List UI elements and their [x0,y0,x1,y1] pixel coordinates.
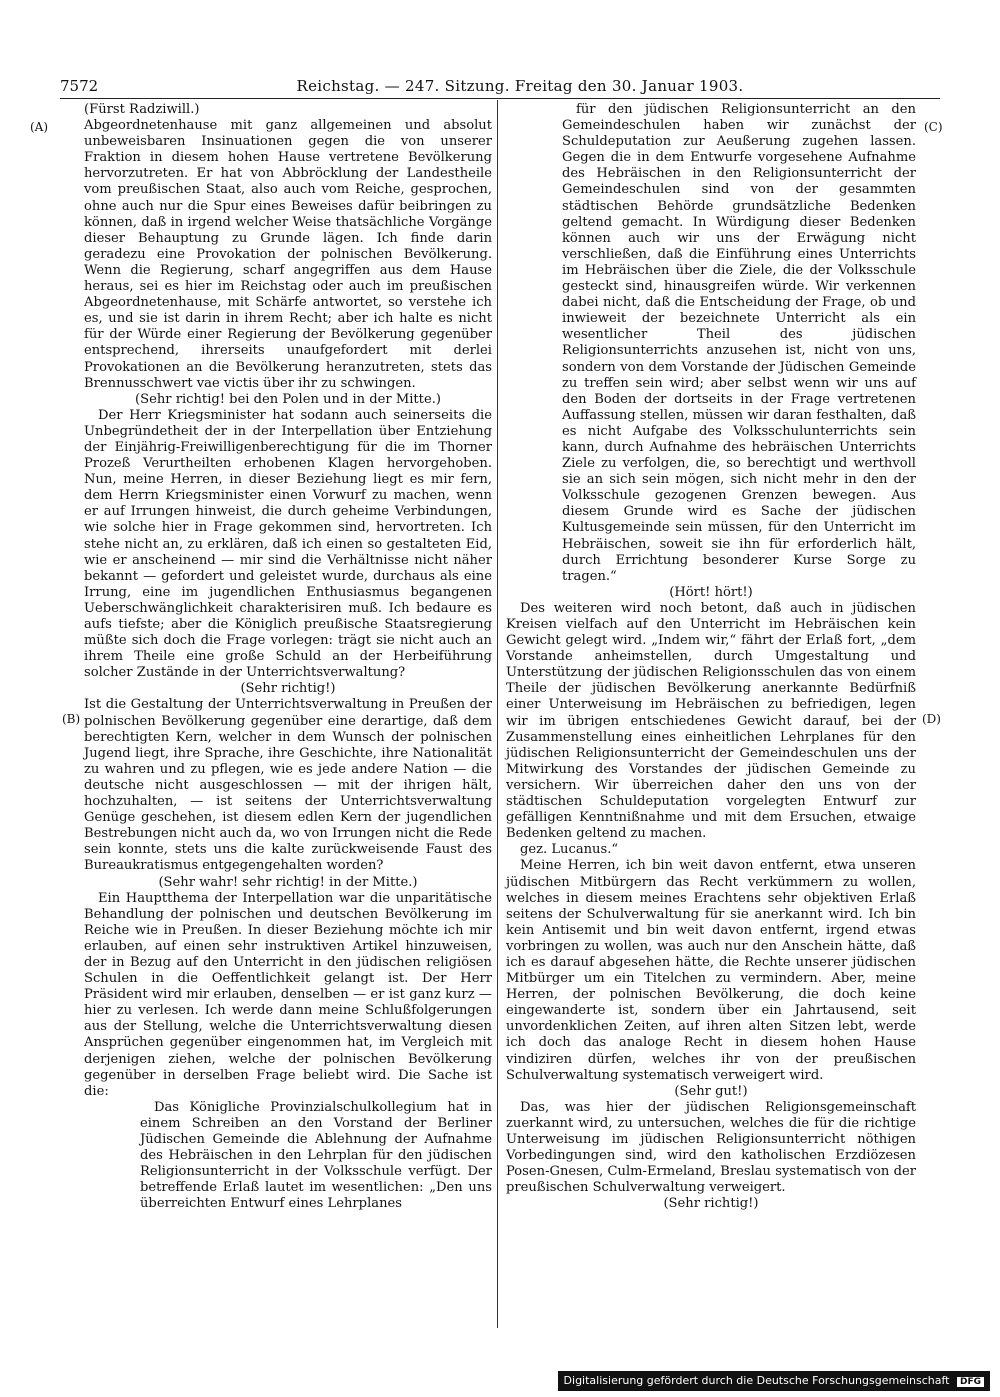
paragraph: Abgeordnetenhause mit ganz allgemeinen und absolut unbeweisbaren Insinuationen gegen die von unserer Fraktion in diesem hohen Hause vertretene Bevölkerung hervorzutreten. Er hat von Abbröcklung der Landestheile vom preußischen Staat, also auch vom Reiche, gesprochen, ohne auch nur die Spur eines Beweises dafür beibringen zu können, daß in irgend welcher Weise thatsächliche Vorgänge dieser Behauptung zu Grunde lägen. Ich finde darin geradezu eine Provokation der polnischen Bevölkerung. Wenn die Regierung, scharf angegriffen aus dem Hause heraus, sei es hier im Reichstag oder auch im preußischen Abgeordnetenhause, mit Schärfe antwortet, so verstehe ich es, und sie ist darin in ihrem Recht; aber ich halte es nicht für der Würde einer Regierung der Bevölkerung gegenüber entsprechend, ihrerseits unaufgefordert mit derlei Provokationen an die Bevölkerung heranzutreten, stets das Brennusschwert vae victis über ihr zu schwingen. [84,118,492,391]
interjection: (Sehr richtig! bei den Polen und in der Mitte.) [135,391,441,407]
paragraph: Ein Hauptthema der Interpellation war die unparitätische Behandlung der polnischen und deutschen Bevölkerung im Reiche wie in Preußen. In dieser Beziehung möchte ich mir erlauben, auf einen sehr instruktiven Artikel hinzuweisen, der in Bezug auf den Unterricht in den jüdischen religiösen Schulen in die Oeffentlichkeit gelangt ist. Der Herr Präsident wird mir erlauben, denselben — er ist ganz kurz — hier zu verlesen. Ich werde dann meine Schlußfolgerungen aus der Stellung, welche die Unterrichtsverwaltung diesen Ansprüchen gegenüber eingenommen hat, im Vergleich mit derjenigen ziehen, welche der polnischen Bevölkerung gegenüber in derselben Frage beliebt wird. Die Sache ist die: [84,890,492,1099]
interjection: (Sehr richtig!) [240,681,336,697]
column-divider [497,100,498,1328]
margin-letter-d: (D) [922,712,941,726]
speaker-name: (Fürst Radziwill.) [84,102,200,117]
paragraph: Des weiteren wird noch betont, daß auch in jüdischen Kreisen vielfach auf den Unterricht im Hebräischen kein Gewicht gelegt wird. „Indem wir,“ fährt der Erlaß fort, „dem Vorstande anheimstellen, durch Umgestaltung und Unterstützung der jüdischen Religionsschulen das von einem Theile der jüdischen Bevölkerung anerkannte Bedürfniß einer Unterweisung im Hebräischen zu befriedigen, legen wir im übrigen entschiedenes Gewicht darauf, bei der Zusammenstellung eines einheitlichen Lehrplanes für den jüdischen Religionsunterricht der Gemeindeschulen uns der Mitwirkung des Vorstandes der jüdischen Gemeinde zu versichern. Wir überreichen daher den uns von der städtischen Schuldeputation vorgelegten Entwurf zur gefälligen Kenntnißnahme und mit dem Ersuchen, etwaige Bedenken geltend zu machen. [506,600,916,842]
margin-letter-c: (C) [924,120,943,134]
footer-text: Digitalisierung gefördert durch die Deutsche Forschungsgemeinschaft [563,1374,950,1387]
interjection: (Sehr richtig!) [663,1196,759,1212]
paragraph: Meine Herren, ich bin weit davon entfernt, etwa unseren jüdischen Mitbürgern das Recht verkümmern zu wollen, welches in diesem meines Erachtens sehr objektiven Erlaß seitens der Schulverwaltung für sie anerkannt wird. Ich bin kein Antisemit und bin weit davon entfernt, irgend etwas vorbringen zu wollen, was auch nur den Anschein hätte, daß ich es darauf abgesehen hätte, die Rechte unserer jüdischen Mitbürger um ein Titelchen zu vermindern. Aber, meine Herren, der polnischen Bevölkerung, die doch keine eingewanderte ist, sondern über ein Jahrtausend, seit unvordenklichen Zeiten, auf ihren alten Sitzen lebt, werde ich doch das analoge Recht in diesem hohen Hause vindiziren dürfen, welches ihr von der preußischen Schulverwaltung systematisch verweigert wird. [506,858,916,1083]
left-column [84,102,492,1212]
signature-line: gez. Lucanus.“ [520,842,619,858]
margin-letter-a: (A) [30,120,49,134]
dfg-logo-icon: DFG [957,1377,984,1387]
interjection: (Sehr wahr! sehr richtig! in der Mitte.) [158,874,418,890]
quoted-decree [140,1100,492,1213]
quoted-decree-continued [562,102,916,585]
header-rule [60,98,940,99]
quote-paragraph: Das Königliche Provinzialschulkollegium hat in einem Schreiben an den Vorstand der Berliner Jüdischen Gemeinde die Ablehnung der Aufnahme des Hebräischen in den Lehrplan für den jüdischen Religionsunterricht in der Volksschule verfügt. Der betreffende Erlaß lautet im wesentlichen: „Den uns überreichten Entwurf eines Lehrplanes [140,1099,492,1212]
right-column [506,102,916,1212]
margin-letter-b: (B) [62,712,81,726]
interjection: (Sehr gut!) [674,1083,748,1099]
funding-footer [558,1371,990,1391]
paragraph: Das, was hier der jüdischen Religionsgemeinschaft zuerkannt wird, zu untersuchen, welches die für die richtige Unterweisung im jüdischen Religionsunterricht nöthigen Vorbedingungen sind, wird den katholischen Erzdiözesen Posen-Gnesen, Culm-Ermeland, Breslau systematisch von der preußischen Schulverwaltung verweigert. [506,1099,916,1196]
interjection: (Hört! hört!) [669,584,753,600]
paragraph: Ist die Gestaltung der Unterrichtsverwaltung in Preußen der polnischen Bevölkerung gegenüber eine derartige, daß dem berechtigten Kern, welcher in dem Wunsch der polnischen Jugend liegt, ihre Sprache, ihre Geschichte, ihre Nationalität zu wahren und zu pflegen, wie es jede andere Nation — die deutsche nicht ausgeschlossen — mit der ihrigen hält, hochzuhalten, — ist seitens der Unterrichtsverwaltung Genüge geschehen, ist diesem edlen Kern der jugendlichen Bestrebungen nicht auch da, wo von Irrungen nicht die Rede sein konnte, stets uns die kalte zurückweisende Faust des Bureaukratismus entgegengehalten worden? [84,697,492,874]
quote-paragraph: für den jüdischen Religionsunterricht an den Gemeindeschulen haben wir zunächst der Schuldeputation zur Aeußerung zugehen lassen. Gegen die in dem Entwurfe vorgesehene Aufnahme des Hebräischen in den Religionsunterricht der Gemeindeschulen sind von der gesammten städtischen Behörde grundsätzliche Bedenken geltend gemacht. In Würdigung dieser Bedenken können auch wir uns der Erwägung nicht verschließen, daß die Einführung eines Unterrichts im Hebräischen über die Ziele, die der Volksschule gesteckt sind, hinausgreifen würde. Wir verkennen dabei nicht, daß die Entscheidung der Frage, ob und inwieweit der bezeichnete Unterricht als ein wesentlicher Theil des jüdischen Religionsunterrichts anzusehen ist, nicht von uns, sondern von dem Vorstande der Jüdischen Gemeinde zu treffen sein wird; aber selbst wenn wir uns auf den Boden der dortseits in der Frage vertretenen Auffassung stellen, müssen wir daran festhalten, daß es nicht Aufgabe des Volksschulunterrichts sein kann, durch Aufnahme des hebräischen Unterrichts Ziele zu verfolgen, die, so berechtigt und werthvoll sie an sich sein mögen, sich nicht mehr in den der Volksschule gezogenen Grenzen bewegen. Aus diesem Grunde wird es Sache der jüdischen Kultusgemeinde sein müssen, für den Unterricht im Hebräischen, soweit sie ihn für erforderlich hält, durch Errichtung besonderer Kurse Sorge zu tragen.“ [562,102,916,584]
paragraph: Der Herr Kriegsminister hat sodann auch seinerseits die Unbegründetheit der in der Interpellation über Entziehung der Einjährig-Freiwilligenberechtigung für die im Thorner Prozeß Verurtheilten erhobenen Klagen hervorgehoben. Nun, meine Herren, in dieser Beziehung liegt es mir fern, dem Herrn Kriegsminister einen Vorwurf zu machen, wenn er auf Irrungen hinweist, die durch geheime Verbindungen, wie solche hier in Frage gekommen sind, hervortreten. Ich stehe nicht an, zu erklären, daß ich einen so gestalteten Eid, wie er anscheinend — mir sind die Verhältnisse nicht näher bekannt — gefordert und geleistet wurde, durchaus als eine Irrung, eine im jugendlichen Enthusiasmus begangenen Ueberschwänglichkeit charakterisiren muß. Ich bedaure es aufs tiefste; aber die Königlich preußische Staatsregierung müßte sich doch die Frage vorlegen: trägt sie nicht auch an ihrem Theile eine große Schuld an der Herbeiführung solcher Zustände in der Unterrichtsverwaltung? [84,407,492,681]
running-title: Reichstag. — 247. Sitzung. Freitag den 30. Januar 1903. [296,77,744,95]
page-number: 7572 [60,77,99,95]
